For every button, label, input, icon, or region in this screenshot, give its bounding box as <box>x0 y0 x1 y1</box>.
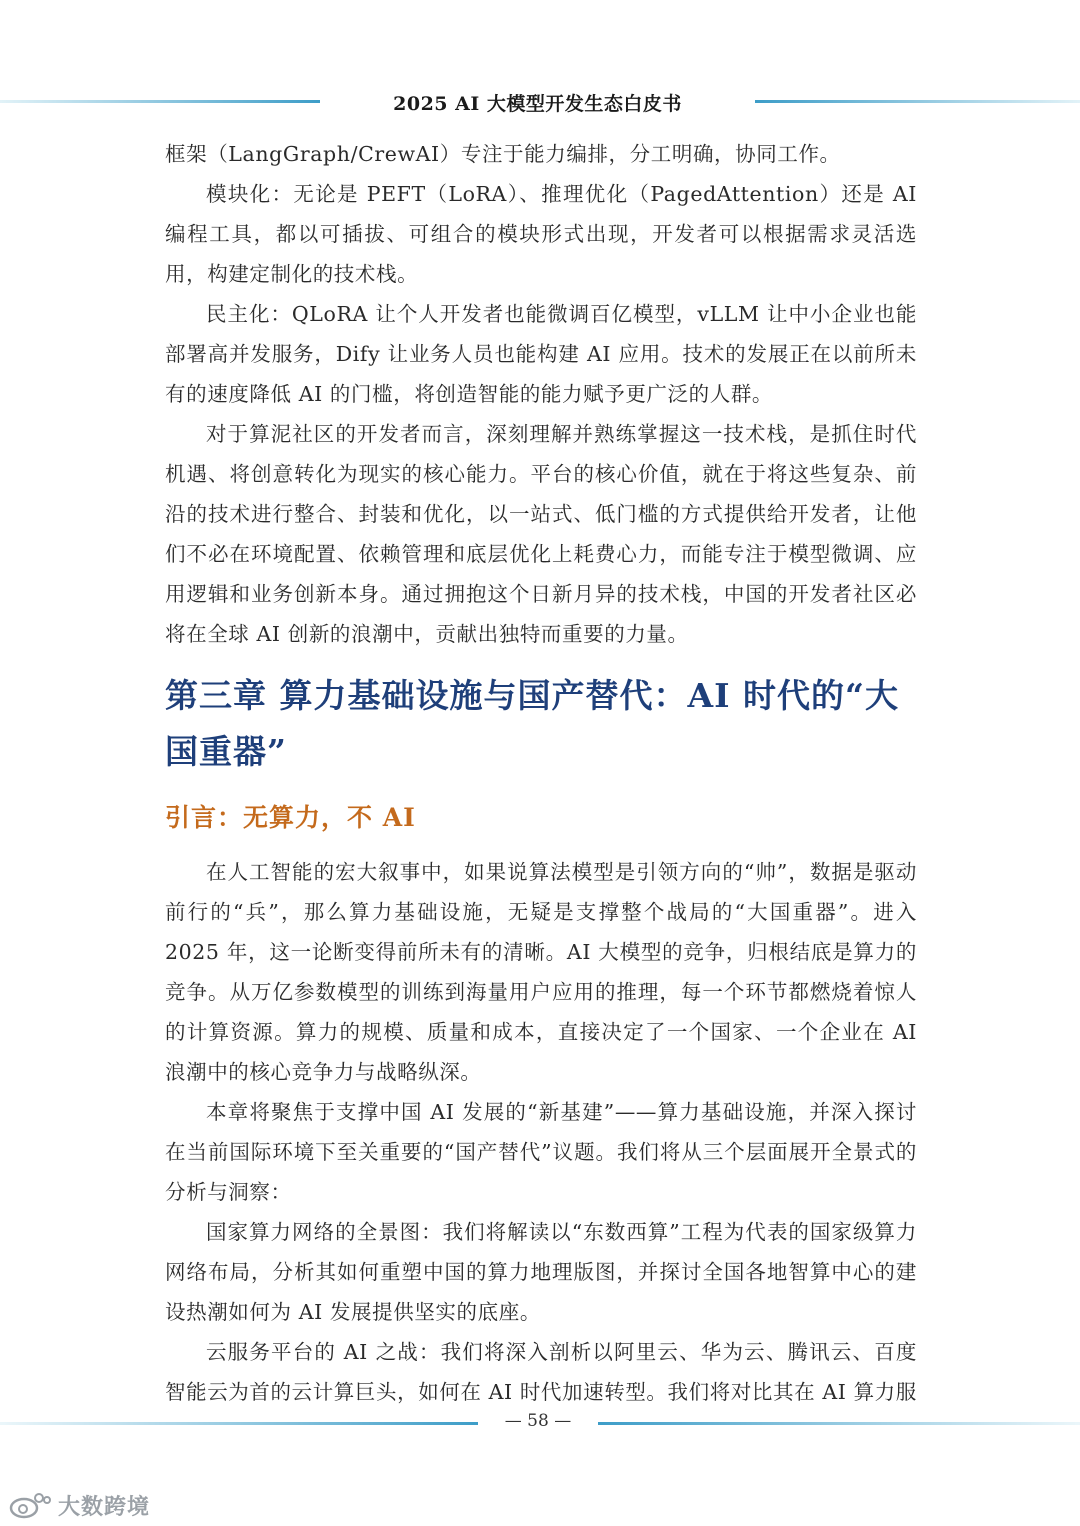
weibo-like-logo-icon <box>8 1490 52 1520</box>
chapter-title: 第三章 算力基础设施与国产替代：AI 时代的“大国重器” <box>165 676 899 771</box>
paragraph: 对于算泥社区的开发者而言，深刻理解并熟练掌握这一技术栈，是抓住时代机遇、将创意转化为现实的核心能力。平台的核心价值，就在于将这些复杂、前沿的技术进行整合、封装和优化，以一站式、低门槛的方式提供给开发者，让他们不必在环境配置、依赖管理和底层优化上耗费心力，而能专注于模型微调、应用逻辑和业务创新本身。通过拥抱这个日新月异的技术栈，中国的开发者社区必将在全球 AI 创新的浪潮中，贡献出独特而重要的力量。 <box>165 422 917 646</box>
page-number: — 58 — <box>504 1411 572 1431</box>
page-footer <box>0 1408 1080 1438</box>
header-decor-line-right <box>755 100 1080 103</box>
header-decor-line-left <box>0 100 320 103</box>
page-body <box>165 134 917 1412</box>
document-title: 2025 AI 大模型开发生态白皮书 <box>393 93 682 115</box>
paragraph: 国家算力网络的全景图：我们将解读以“东数西算”工程为代表的国家级算力网络布局，分析其如何重塑中国的算力地理版图，并探讨全国各地智算中心的建设热潮如何为 AI 发展提供坚实的底座。 <box>165 1220 917 1324</box>
paragraph: 在人工智能的宏大叙事中，如果说算法模型是引领方向的“帅”，数据是驱动前行的“兵”，那么算力基础设施，无疑是支撑整个战局的“大国重器”。进入 2025 年，这一论断变得前所未有的清晰。AI 大模型的竞争，归根结底是算力的竞争。从万亿参数模型的训练到海量用户应用的推理，每一个环节都燃烧着惊人的计算资源。算力的规模、质量和成本，直接决定了一个国家、一个企业在 AI 浪潮中的核心竞争力与战略纵深。 <box>165 860 917 1084</box>
footer-decor-line-right <box>598 1422 1080 1425</box>
page-header <box>0 80 1080 120</box>
watermark <box>8 1488 150 1522</box>
paragraph: 云服务平台的 AI 之战：我们将深入剖析以阿里云、华为云、腾讯云、百度智能云为首的云计算巨头，如何在 AI 时代加速转型。我们将对比其在 AI 算力服 <box>165 1340 917 1404</box>
paragraph: 模块化：无论是 PEFT（LoRA）、推理优化（PagedAttention）还是 AI 编程工具，都以可插拔、可组合的模块形式出现，开发者可以根据需求灵活选用，构建定制化的技术栈。 <box>165 182 917 286</box>
section-title: 引言：无算力，不 AI <box>165 803 416 832</box>
footer-decor-line-left <box>0 1422 478 1425</box>
watermark-text: 大数跨境 <box>58 1494 151 1520</box>
paragraph: 本章将聚焦于支撑中国 AI 发展的“新基建”——算力基础设施，并深入探讨在当前国际环境下至关重要的“国产替代”议题。我们将从三个层面展开全景式的分析与洞察： <box>165 1100 917 1204</box>
paragraph: 框架（LangGraph/CrewAI）专注于能力编排，分工明确，协同工作。 <box>165 142 841 166</box>
paragraph: 民主化：QLoRA 让个人开发者也能微调百亿模型，vLLM 让中小企业也能部署高并发服务，Dify 让业务人员也能构建 AI 应用。技术的发展正在以前所未有的速度降低 AI 的门槛，将创造智能的能力赋予更广泛的人群。 <box>165 302 917 406</box>
